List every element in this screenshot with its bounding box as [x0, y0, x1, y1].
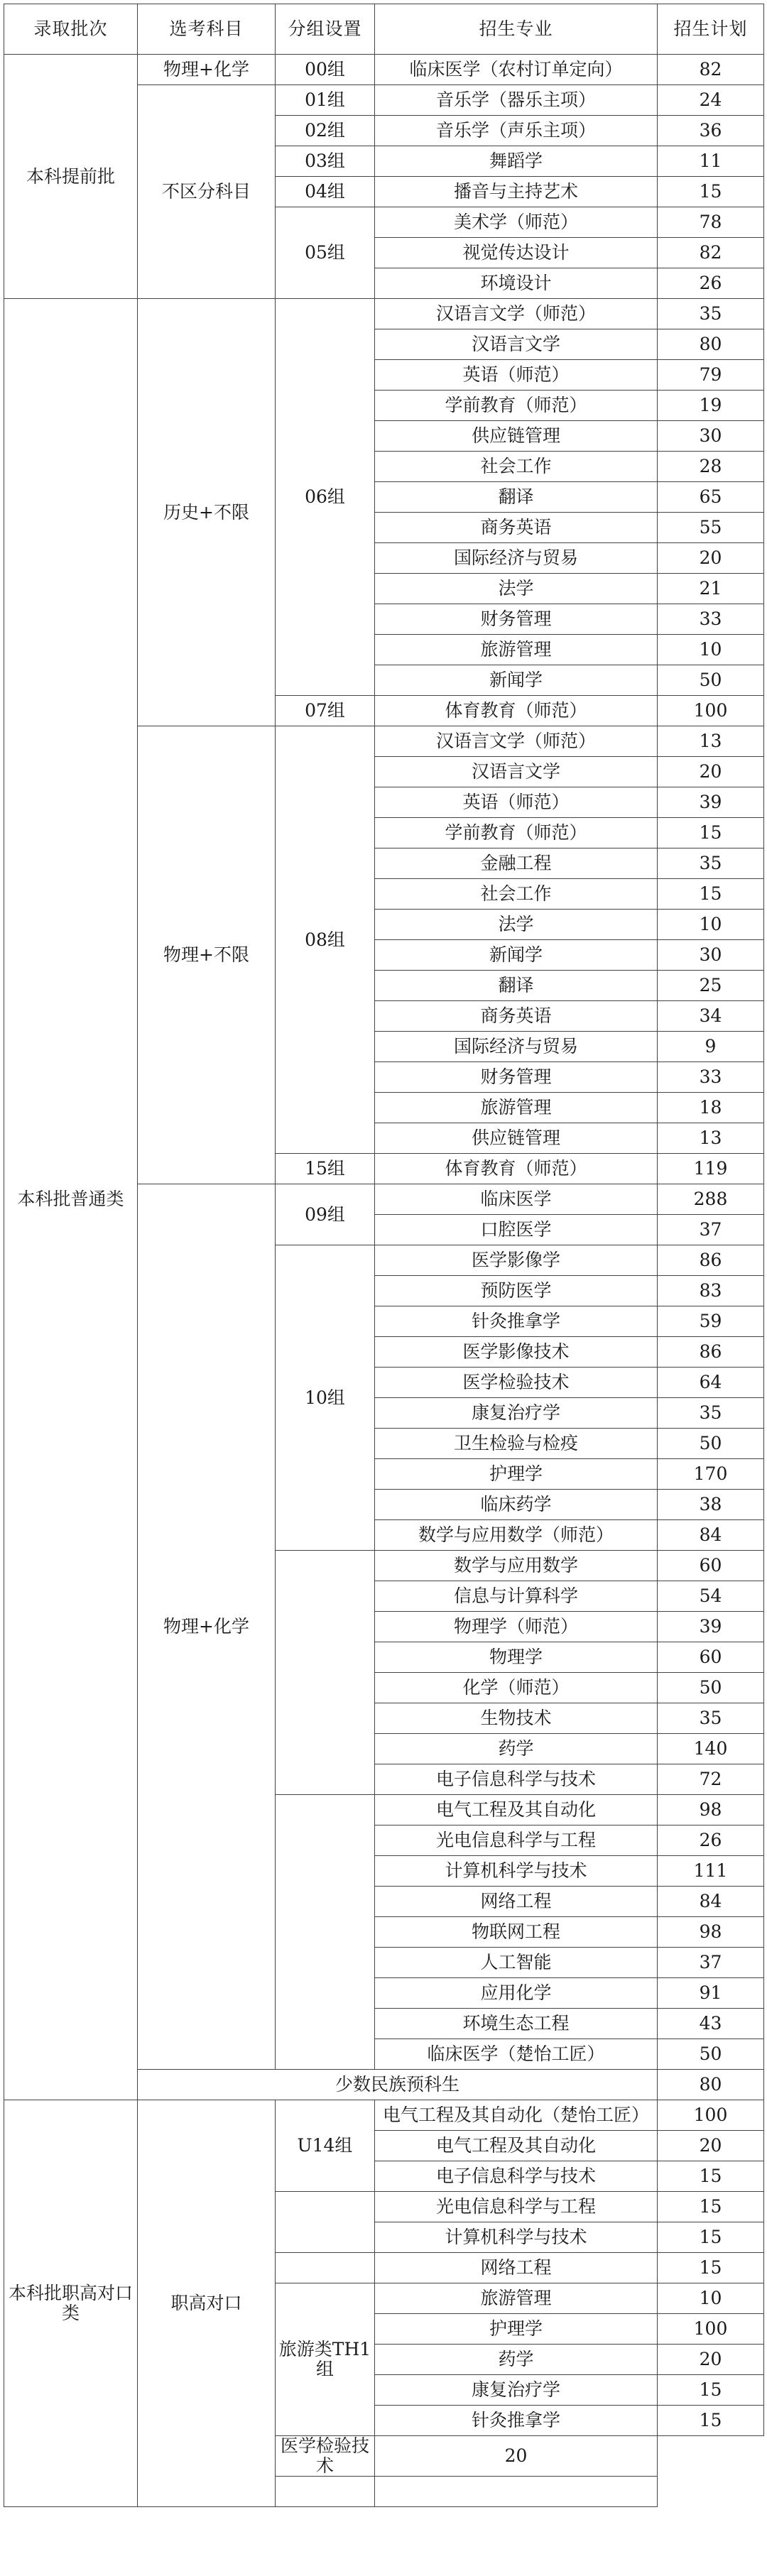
plan-cell	[375, 2477, 658, 2507]
major-cell: 针灸推拿学	[375, 2406, 658, 2436]
plan-cell: 140	[658, 1734, 764, 1764]
major-cell: 社会工作	[375, 452, 658, 482]
major-cell: 电气工程及其自动化（楚怡工匠）	[375, 2100, 658, 2131]
subject-cell: 历史+不限	[138, 299, 276, 726]
major-cell: 医学检验技术	[375, 1368, 658, 1398]
plan-cell: 10	[658, 2283, 764, 2314]
plan-cell: 15	[658, 2253, 764, 2283]
plan-cell: 43	[658, 2009, 764, 2039]
plan-cell: 39	[658, 787, 764, 818]
plan-cell: 111	[658, 1856, 764, 1887]
group-cell: U14组	[276, 2100, 375, 2192]
group-cell: 05组	[276, 207, 375, 299]
plan-cell: 15	[658, 2375, 764, 2406]
plan-cell: 54	[658, 1581, 764, 1612]
header-subject: 选考科目	[138, 4, 276, 55]
plan-cell: 15	[658, 879, 764, 910]
major-cell: 生物技术	[375, 1703, 658, 1734]
major-cell: 电子信息科学与技术	[375, 2161, 658, 2192]
plan-cell: 50	[658, 665, 764, 696]
major-cell: 光电信息科学与工程	[375, 1825, 658, 1856]
major-cell: 国际经济与贸易	[375, 543, 658, 574]
table-header-row	[4, 4, 764, 55]
plan-cell: 20	[375, 2436, 658, 2477]
major-cell: 商务英语	[375, 513, 658, 543]
major-cell: 药学	[375, 1734, 658, 1764]
header-group: 分组设置	[276, 4, 375, 55]
plan-cell: 80	[658, 329, 764, 360]
plan-cell: 18	[658, 1093, 764, 1123]
plan-cell: 91	[658, 1978, 764, 2009]
major-cell: 卫生检验与检疫	[375, 1429, 658, 1459]
plan-cell: 20	[658, 543, 764, 574]
major-cell: 舞蹈学	[375, 146, 658, 177]
major-cell: 针灸推拿学	[375, 1306, 658, 1337]
major-cell: 应用化学	[375, 1978, 658, 2009]
plan-cell: 119	[658, 1154, 764, 1184]
group-cell: 09组	[276, 1184, 375, 1245]
major-cell: 康复治疗学	[375, 1398, 658, 1429]
plan-cell: 11	[658, 146, 764, 177]
plan-cell: 100	[658, 696, 764, 726]
group-cell: 06组	[276, 299, 375, 696]
major-cell: 社会工作	[375, 879, 658, 910]
plan-cell: 83	[658, 1276, 764, 1306]
table-body	[4, 55, 764, 2507]
major-cell: 环境设计	[375, 268, 658, 299]
plan-cell: 60	[658, 1551, 764, 1581]
major-cell: 法学	[375, 574, 658, 604]
major-cell: 汉语言文学	[375, 329, 658, 360]
subject-cell: 不区分科目	[138, 85, 276, 299]
major-cell: 财务管理	[375, 1062, 658, 1093]
major-cell: 人工智能	[375, 1948, 658, 1978]
plan-cell: 100	[658, 2100, 764, 2131]
major-cell: 汉语言文学（师范）	[375, 299, 658, 329]
major-cell: 学前教育（师范）	[375, 391, 658, 421]
plan-cell: 36	[658, 116, 764, 146]
group-cell: 03组	[276, 146, 375, 177]
plan-cell: 20	[658, 757, 764, 787]
major-cell: 医学影像学	[375, 1245, 658, 1276]
major-cell: 网络工程	[375, 1887, 658, 1917]
plan-cell: 38	[658, 1490, 764, 1520]
plan-cell: 59	[658, 1306, 764, 1337]
major-cell: 电气工程及其自动化	[375, 1795, 658, 1825]
plan-cell: 86	[658, 1245, 764, 1276]
plan-cell: 10	[658, 635, 764, 665]
group-cell: 07组	[276, 696, 375, 726]
group-cell	[276, 1551, 375, 1795]
plan-cell: 98	[658, 1917, 764, 1948]
major-cell: 音乐学（器乐主项）	[375, 85, 658, 116]
group-cell	[276, 2192, 375, 2253]
major-cell: 供应链管理	[375, 1123, 658, 1154]
minority-preparatory-label: 少数民族预科生	[138, 2070, 658, 2100]
batch-cell: 本科批职高对口类	[4, 2100, 138, 2507]
major-cell: 计算机科学与技术	[375, 2222, 658, 2253]
plan-cell: 24	[658, 85, 764, 116]
plan-cell: 13	[658, 1123, 764, 1154]
plan-cell: 84	[658, 1520, 764, 1551]
plan-cell: 65	[658, 482, 764, 513]
major-cell: 财务管理	[375, 604, 658, 635]
major-cell: 药学	[375, 2345, 658, 2375]
plan-cell: 34	[658, 1001, 764, 1032]
plan-cell: 28	[658, 452, 764, 482]
group-cell	[276, 1795, 375, 2070]
table-row	[4, 2100, 764, 2131]
header-batch: 录取批次	[4, 4, 138, 55]
major-cell: 预防医学	[375, 1276, 658, 1306]
plan-cell: 21	[658, 574, 764, 604]
plan-cell: 60	[658, 1642, 764, 1673]
table-row	[4, 299, 764, 329]
plan-cell: 50	[658, 1429, 764, 1459]
plan-cell: 80	[658, 2070, 764, 2100]
major-cell: 旅游管理	[375, 2283, 658, 2314]
major-cell: 新闻学	[375, 665, 658, 696]
major-cell: 金融工程	[375, 848, 658, 879]
plan-cell: 25	[658, 971, 764, 1001]
plan-cell: 26	[658, 268, 764, 299]
major-cell: 数学与应用数学	[375, 1551, 658, 1581]
batch-cell: 本科提前批	[4, 55, 138, 299]
group-cell: 10组	[276, 1245, 375, 1551]
plan-cell: 55	[658, 513, 764, 543]
plan-cell: 98	[658, 1795, 764, 1825]
major-cell: 音乐学（声乐主项）	[375, 116, 658, 146]
plan-cell: 82	[658, 238, 764, 268]
group-cell	[276, 2253, 375, 2283]
major-cell: 供应链管理	[375, 421, 658, 452]
plan-cell: 86	[658, 1337, 764, 1368]
enrollment-plan-table	[4, 4, 764, 2507]
major-cell: 护理学	[375, 1459, 658, 1490]
plan-cell: 20	[658, 2131, 764, 2161]
group-cell: 08组	[276, 726, 375, 1154]
major-cell: 数学与应用数学（师范）	[375, 1520, 658, 1551]
header-major: 招生专业	[375, 4, 658, 55]
group-cell: 旅游类TH1组	[276, 2283, 375, 2436]
plan-cell: 37	[658, 1215, 764, 1245]
major-cell: 体育教育（师范）	[375, 1154, 658, 1184]
plan-cell: 15	[658, 177, 764, 207]
major-cell: 电气工程及其自动化	[375, 2131, 658, 2161]
major-cell: 物联网工程	[375, 1917, 658, 1948]
major-cell: 学前教育（师范）	[375, 818, 658, 848]
plan-cell: 37	[658, 1948, 764, 1978]
major-cell: 临床医学	[375, 1184, 658, 1215]
major-cell: 视觉传达设计	[375, 238, 658, 268]
subject-cell: 物理+化学	[138, 55, 276, 85]
major-cell: 翻译	[375, 482, 658, 513]
major-cell: 英语（师范）	[375, 360, 658, 391]
header-plan: 招生计划	[658, 4, 764, 55]
plan-cell: 15	[658, 818, 764, 848]
subject-cell: 物理+不限	[138, 726, 276, 1184]
group-cell: 04组	[276, 177, 375, 207]
plan-cell: 26	[658, 1825, 764, 1856]
plan-cell: 35	[658, 299, 764, 329]
group-cell: 00组	[276, 55, 375, 85]
major-cell: 国际经济与贸易	[375, 1032, 658, 1062]
major-cell: 口腔医学	[375, 1215, 658, 1245]
group-cell: 15组	[276, 1154, 375, 1184]
plan-cell: 82	[658, 55, 764, 85]
plan-cell: 84	[658, 1887, 764, 1917]
plan-cell: 19	[658, 391, 764, 421]
plan-cell: 35	[658, 848, 764, 879]
major-cell: 化学（师范）	[375, 1673, 658, 1703]
plan-cell: 20	[658, 2345, 764, 2375]
major-cell: 临床药学	[375, 1490, 658, 1520]
major-cell: 医学检验技术	[276, 2436, 375, 2477]
plan-cell: 50	[658, 2039, 764, 2070]
major-cell: 物理学	[375, 1642, 658, 1673]
major-cell: 临床医学（楚怡工匠）	[375, 2039, 658, 2070]
plan-cell: 15	[658, 2222, 764, 2253]
plan-cell: 30	[658, 940, 764, 971]
plan-cell: 50	[658, 1673, 764, 1703]
major-cell: 法学	[375, 910, 658, 940]
major-cell: 播音与主持艺术	[375, 177, 658, 207]
major-cell: 汉语言文学	[375, 757, 658, 787]
plan-cell: 288	[658, 1184, 764, 1215]
plan-cell: 35	[658, 1703, 764, 1734]
major-cell: 环境生态工程	[375, 2009, 658, 2039]
major-cell: 英语（师范）	[375, 787, 658, 818]
major-cell: 护理学	[375, 2314, 658, 2345]
major-cell: 旅游管理	[375, 635, 658, 665]
major-cell: 翻译	[375, 971, 658, 1001]
plan-cell: 39	[658, 1612, 764, 1642]
plan-cell: 35	[658, 1398, 764, 1429]
plan-cell: 15	[658, 2192, 764, 2222]
plan-cell: 13	[658, 726, 764, 757]
plan-cell: 64	[658, 1368, 764, 1398]
plan-cell: 79	[658, 360, 764, 391]
subject-cell: 物理+化学	[138, 1184, 276, 2070]
plan-cell: 33	[658, 604, 764, 635]
major-cell: 医学影像技术	[375, 1337, 658, 1368]
major-cell: 旅游管理	[375, 1093, 658, 1123]
plan-cell: 15	[658, 2161, 764, 2192]
major-cell: 信息与计算科学	[375, 1581, 658, 1612]
major-cell: 临床医学（农村订单定向）	[375, 55, 658, 85]
major-cell	[276, 2477, 375, 2507]
major-cell: 物理学（师范）	[375, 1612, 658, 1642]
plan-cell: 10	[658, 910, 764, 940]
major-cell: 计算机科学与技术	[375, 1856, 658, 1887]
group-cell: 01组	[276, 85, 375, 116]
plan-cell: 78	[658, 207, 764, 238]
plan-cell: 100	[658, 2314, 764, 2345]
major-cell: 美术学（师范）	[375, 207, 658, 238]
plan-cell: 15	[658, 2406, 764, 2436]
major-cell: 光电信息科学与工程	[375, 2192, 658, 2222]
major-cell: 汉语言文学（师范）	[375, 726, 658, 757]
major-cell: 商务英语	[375, 1001, 658, 1032]
plan-cell: 33	[658, 1062, 764, 1093]
major-cell: 电子信息科学与技术	[375, 1764, 658, 1795]
major-cell: 新闻学	[375, 940, 658, 971]
batch-cell: 本科批普通类	[4, 299, 138, 2100]
major-cell: 康复治疗学	[375, 2375, 658, 2406]
major-cell: 体育教育（师范）	[375, 696, 658, 726]
subject-cell: 职高对口	[138, 2100, 276, 2507]
table-row	[4, 55, 764, 85]
group-cell: 02组	[276, 116, 375, 146]
plan-cell: 9	[658, 1032, 764, 1062]
plan-cell: 30	[658, 421, 764, 452]
major-cell: 网络工程	[375, 2253, 658, 2283]
plan-cell: 170	[658, 1459, 764, 1490]
plan-cell: 72	[658, 1764, 764, 1795]
